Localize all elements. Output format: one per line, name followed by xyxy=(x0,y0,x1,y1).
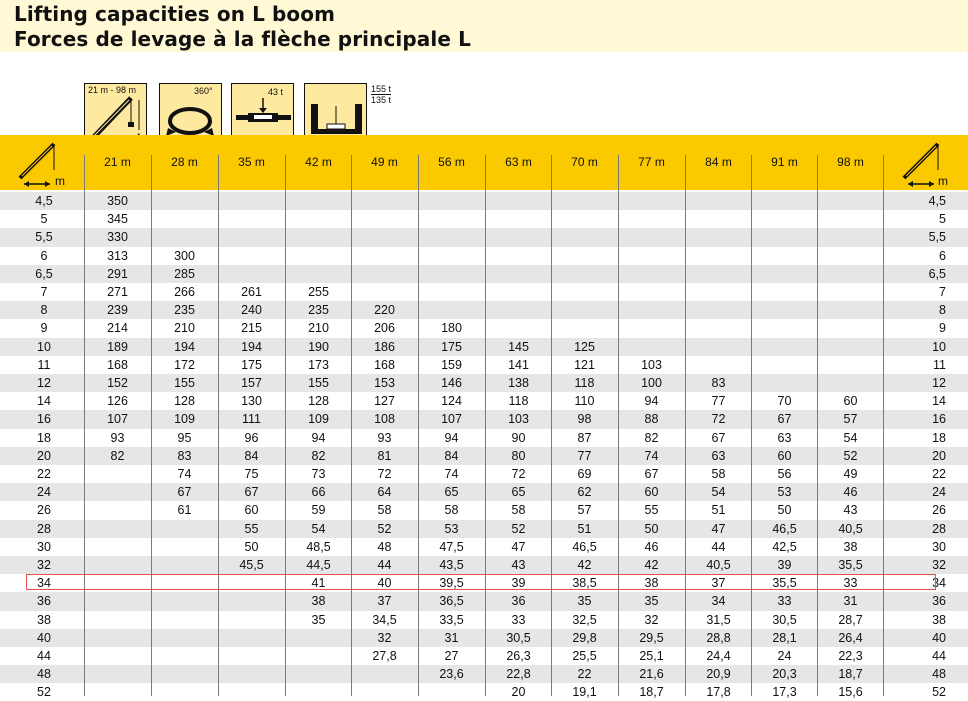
capacity-cell: 40,5 xyxy=(706,558,731,572)
capacity-cell: 291 xyxy=(107,266,128,281)
capacity-cell: 63 xyxy=(711,448,726,463)
capacity-cell: 235 xyxy=(308,303,329,318)
column-header: 98 m xyxy=(837,155,864,169)
capacity-cell: 67 xyxy=(244,485,259,500)
capacity-cell: 33,5 xyxy=(439,612,464,627)
capacity-cell: 313 xyxy=(107,248,128,263)
radius-label-left: 52 xyxy=(37,685,51,700)
radius-label-right: 5 xyxy=(939,212,946,227)
capacity-cell: 32 xyxy=(644,612,659,627)
capacity-cell: 72 xyxy=(511,467,526,481)
capacity-cell: 261 xyxy=(241,285,262,299)
capacity-cell: 155 xyxy=(308,376,329,390)
capacity-cell: 235 xyxy=(174,303,195,318)
title-french: Forces de levage à la flèche principale L xyxy=(14,27,471,51)
capacity-cell: 53 xyxy=(777,485,792,500)
capacity-cell: 145 xyxy=(508,339,529,354)
radius-label-left: 36 xyxy=(37,594,51,609)
capacity-cell: 27 xyxy=(444,649,459,663)
capacity-cell: 52 xyxy=(843,448,858,463)
radius-label-right: 30 xyxy=(932,539,946,554)
capacity-cell: 58 xyxy=(711,467,726,481)
capacity-cell: 29,5 xyxy=(639,630,664,645)
radius-label-left: 38 xyxy=(37,612,51,627)
capacity-cell: 52 xyxy=(377,521,392,536)
capacity-cell: 37 xyxy=(377,594,392,609)
capacity-cell: 35,5 xyxy=(838,558,863,572)
capacity-cell: 138 xyxy=(508,376,529,390)
slew-angle-label: 360° xyxy=(194,86,213,96)
radius-label-right: 44 xyxy=(932,649,946,663)
capacity-cell: 50 xyxy=(244,539,259,554)
capacity-cell: 81 xyxy=(377,448,392,463)
radius-label-right: 8 xyxy=(939,303,946,318)
radius-label-left: 48 xyxy=(37,667,51,682)
radius-label-right: 7 xyxy=(939,285,946,299)
capacity-cell: 31 xyxy=(843,594,858,609)
radius-label-left: 40 xyxy=(37,630,51,645)
capacity-cell: 110 xyxy=(574,394,595,409)
radius-label-left: 24 xyxy=(37,485,51,500)
capacity-cell: 67 xyxy=(777,412,792,427)
capacity-cell: 77 xyxy=(577,448,592,463)
capacity-cell: 240 xyxy=(241,303,262,318)
capacity-cell: 33 xyxy=(843,576,858,591)
capacity-cell: 95 xyxy=(177,430,192,445)
radius-label-left: 12 xyxy=(37,376,51,390)
capacity-cell: 111 xyxy=(241,412,261,427)
capacity-cell: 44 xyxy=(377,558,392,572)
capacity-cell: 186 xyxy=(374,339,395,354)
capacity-cell: 82 xyxy=(311,448,326,463)
radius-label-left: 5 xyxy=(40,212,48,227)
radius-label-left: 34 xyxy=(37,576,51,591)
capacity-cell: 47 xyxy=(711,521,726,536)
radius-label-left: 4,5 xyxy=(35,194,53,208)
capacity-cell: 109 xyxy=(174,412,195,427)
capacity-cell: 27,8 xyxy=(372,649,397,663)
capacity-cell: 345 xyxy=(107,212,128,227)
capacity-cell: 42,5 xyxy=(772,539,797,554)
capacity-cell: 38 xyxy=(311,594,326,609)
capacity-cell: 28,8 xyxy=(706,630,731,645)
boom-range-label: 21 m - 98 m xyxy=(88,85,137,95)
capacity-cell: 173 xyxy=(308,357,329,372)
capacity-cell: 54 xyxy=(711,485,726,500)
capacity-cell: 33 xyxy=(777,594,792,609)
capacity-cell: 157 xyxy=(241,376,262,390)
radius-label-left: 20 xyxy=(37,448,51,463)
capacity-cell: 25,5 xyxy=(572,649,597,663)
capacity-cell: 88 xyxy=(644,412,659,427)
capacity-cell: 38 xyxy=(644,576,659,591)
capacity-cell: 189 xyxy=(107,339,128,354)
capacity-cell: 43 xyxy=(843,503,858,518)
radius-label-left: 32 xyxy=(37,558,51,572)
capacity-cell: 55 xyxy=(244,521,259,536)
capacity-cell: 155 xyxy=(174,376,195,390)
radius-label-right: 36 xyxy=(932,594,946,609)
radius-label-right: 12 xyxy=(932,376,946,390)
capacity-cell: 175 xyxy=(241,357,262,372)
capacity-cell: 255 xyxy=(308,285,329,299)
capacity-cell: 67 xyxy=(711,430,726,445)
capacity-cell: 127 xyxy=(374,394,395,409)
capacity-cell: 42 xyxy=(577,558,592,572)
capacity-cell: 271 xyxy=(107,285,128,299)
capacity-cell: 83 xyxy=(177,448,192,463)
capacity-cell: 74 xyxy=(177,467,192,481)
capacity-cell: 141 xyxy=(508,357,529,372)
capacity-cell: 34,5 xyxy=(372,612,397,627)
capacity-cell: 31 xyxy=(444,630,459,645)
capacity-cell: 30,5 xyxy=(506,630,531,645)
capacity-cell: 103 xyxy=(641,357,662,372)
capacity-cell: 84 xyxy=(244,448,259,463)
radius-label-right: 16 xyxy=(932,412,946,427)
capacity-cell: 175 xyxy=(441,339,462,354)
capacity-cell: 46 xyxy=(644,539,659,554)
capacity-cell: 82 xyxy=(110,448,125,463)
capacity-cell: 168 xyxy=(374,357,395,372)
capacity-cell: 20 xyxy=(511,685,526,700)
capacity-cell: 47 xyxy=(511,539,526,554)
capacity-cell: 46,5 xyxy=(772,521,797,536)
capacity-cell: 25,1 xyxy=(639,649,664,663)
capacity-cell: 26,4 xyxy=(838,630,863,645)
column-header: 21 m xyxy=(104,155,131,169)
radius-label-left: 9 xyxy=(40,321,48,336)
column-header: 35 m xyxy=(238,155,265,169)
capacity-cell: 46,5 xyxy=(572,539,597,554)
radius-label-left: 8 xyxy=(40,303,48,318)
capacity-cell: 22,8 xyxy=(506,667,531,682)
radius-label-left: 6,5 xyxy=(35,266,53,281)
capacity-cell: 44,5 xyxy=(306,558,331,572)
capacity-cell: 107 xyxy=(107,412,128,427)
capacity-cell: 51 xyxy=(577,521,592,536)
outrigger-load-ratio xyxy=(371,84,391,105)
capacity-cell: 44 xyxy=(711,539,726,554)
radius-label-left: 11 xyxy=(37,357,51,372)
capacity-cell: 54 xyxy=(311,521,326,536)
capacity-cell: 330 xyxy=(107,230,128,245)
capacity-cell: 48,5 xyxy=(306,539,331,554)
capacity-cell: 62 xyxy=(577,485,592,500)
title-english: Lifting capacities on L boom xyxy=(14,2,336,26)
capacity-cell: 28,1 xyxy=(772,630,797,645)
capacity-cell: 35 xyxy=(644,594,659,609)
radius-label-left: 16 xyxy=(37,412,51,427)
capacity-cell: 29,8 xyxy=(572,630,597,645)
capacity-cell: 49 xyxy=(843,467,858,481)
capacity-cell: 47,5 xyxy=(439,539,464,554)
capacity-cell: 83 xyxy=(711,376,726,390)
column-header: 28 m xyxy=(171,155,198,169)
capacity-cell: 50 xyxy=(777,503,792,518)
capacity-cell: 32 xyxy=(377,630,392,645)
capacity-cell: 28,7 xyxy=(838,612,863,627)
radius-label-right: 38 xyxy=(932,612,946,627)
capacity-cell: 39 xyxy=(511,576,526,591)
capacity-cell: 15,6 xyxy=(838,685,863,700)
capacity-cell: 285 xyxy=(174,266,195,281)
radius-label-right: 48 xyxy=(932,667,946,682)
radius-label-right: 10 xyxy=(932,339,946,354)
capacity-cell: 100 xyxy=(641,376,662,390)
radius-label-left: 22 xyxy=(37,467,51,481)
axis-unit-right: m xyxy=(938,174,948,188)
capacity-cell: 40 xyxy=(377,576,392,591)
capacity-cell: 22 xyxy=(577,667,592,682)
outrigger-load-top: 155 t xyxy=(371,84,392,94)
capacity-cell: 180 xyxy=(441,321,462,336)
capacity-cell: 107 xyxy=(441,412,462,427)
radius-label-right: 18 xyxy=(932,430,946,445)
radius-label-left: 28 xyxy=(37,521,51,536)
capacity-cell: 60 xyxy=(644,485,659,500)
capacity-cell: 35,5 xyxy=(772,576,797,591)
capacity-cell: 50 xyxy=(644,521,659,536)
capacity-cell: 75 xyxy=(244,467,259,481)
capacity-cell: 63 xyxy=(777,430,792,445)
capacity-cell: 38,5 xyxy=(572,576,597,591)
capacity-cell: 94 xyxy=(644,394,659,409)
capacity-cell: 74 xyxy=(644,448,659,463)
radius-label-left: 5,5 xyxy=(35,230,53,245)
capacity-cell: 84 xyxy=(444,448,459,463)
radius-label-right: 4,5 xyxy=(928,194,946,208)
capacity-cell: 20,3 xyxy=(772,667,797,682)
capacity-cell: 220 xyxy=(374,303,395,318)
capacity-cell: 61 xyxy=(177,503,192,518)
capacity-cell: 53 xyxy=(444,521,459,536)
radius-label-left: 18 xyxy=(37,430,51,445)
capacity-cell: 300 xyxy=(174,248,195,263)
capacity-cell: 128 xyxy=(308,394,329,409)
capacity-cell: 41 xyxy=(311,576,326,591)
capacity-cell: 54 xyxy=(843,430,858,445)
column-header: 42 m xyxy=(305,155,332,169)
column-header: 91 m xyxy=(771,155,798,169)
capacity-cell: 17,8 xyxy=(706,685,731,700)
axis-unit-left: m xyxy=(55,174,65,188)
capacity-cell: 43,5 xyxy=(439,558,464,572)
radius-label-left: 26 xyxy=(37,503,51,518)
capacity-cell: 103 xyxy=(508,412,529,427)
capacity-cell: 239 xyxy=(107,303,128,318)
radius-label-right: 28 xyxy=(932,521,946,536)
capacity-cell: 194 xyxy=(241,339,262,354)
capacity-cell: 43 xyxy=(511,558,526,572)
capacity-cell: 266 xyxy=(174,285,195,299)
radius-label-right: 24 xyxy=(932,485,946,500)
capacity-cell: 72 xyxy=(377,467,392,481)
capacity-cell: 58 xyxy=(377,503,392,518)
capacity-cell: 35 xyxy=(311,612,326,627)
capacity-cell: 153 xyxy=(374,376,395,390)
column-header: 56 m xyxy=(438,155,465,169)
capacity-cell: 90 xyxy=(511,430,526,445)
outrigger-load-bottom: 135 t xyxy=(371,95,392,105)
capacity-cell: 159 xyxy=(441,357,462,372)
radius-label-right: 20 xyxy=(932,448,946,463)
capacity-cell: 210 xyxy=(174,321,195,336)
capacity-cell: 93 xyxy=(377,430,392,445)
capacity-cell: 56 xyxy=(777,467,792,481)
capacity-cell: 48 xyxy=(377,539,392,554)
radius-label-left: 7 xyxy=(40,285,48,299)
capacity-cell: 42 xyxy=(644,558,659,572)
capacity-cell: 65 xyxy=(444,485,459,500)
capacity-cell: 82 xyxy=(644,430,659,445)
capacity-cell: 190 xyxy=(308,339,329,354)
capacity-cell: 17,3 xyxy=(772,685,797,700)
capacity-cell: 98 xyxy=(577,412,592,427)
radius-label-right: 6 xyxy=(939,248,946,263)
capacity-cell: 45,5 xyxy=(239,558,264,572)
capacity-cell: 69 xyxy=(577,467,592,481)
capacity-cell: 94 xyxy=(444,430,459,445)
capacity-cell: 39,5 xyxy=(439,576,464,591)
capacity-cell: 66 xyxy=(311,485,326,500)
capacity-cell: 126 xyxy=(107,394,128,409)
column-header: 49 m xyxy=(371,155,398,169)
capacity-cell: 37 xyxy=(711,576,726,591)
capacity-cell: 57 xyxy=(577,503,592,518)
capacity-cell: 46 xyxy=(843,485,858,500)
column-header: 84 m xyxy=(705,155,732,169)
capacity-cell: 24 xyxy=(777,649,792,663)
capacity-cell: 35 xyxy=(577,594,592,609)
capacity-cell: 39 xyxy=(777,558,792,572)
capacity-cell: 52 xyxy=(511,521,526,536)
capacity-cell: 67 xyxy=(177,485,192,500)
capacity-cell: 30,5 xyxy=(772,612,797,627)
capacity-cell: 168 xyxy=(107,357,128,372)
capacity-cell: 124 xyxy=(441,394,462,409)
capacity-cell: 24,4 xyxy=(706,649,731,663)
capacity-cell: 58 xyxy=(444,503,459,518)
capacity-cell: 58 xyxy=(511,503,526,518)
capacity-cell: 72 xyxy=(711,412,726,427)
radius-label-right: 11 xyxy=(933,357,946,372)
column-header: 63 m xyxy=(505,155,532,169)
capacity-cell: 74 xyxy=(444,467,459,481)
radius-label-left: 10 xyxy=(37,339,51,354)
radius-label-left: 6 xyxy=(40,248,48,263)
radius-label-right: 40 xyxy=(932,630,946,645)
capacity-cell: 215 xyxy=(241,321,262,336)
capacity-cell: 194 xyxy=(174,339,195,354)
radius-label-right: 32 xyxy=(932,558,946,572)
capacity-cell: 214 xyxy=(107,321,128,336)
radius-label-right: 26 xyxy=(932,503,946,518)
capacity-cell: 57 xyxy=(843,412,858,427)
capacity-cell: 80 xyxy=(511,448,526,463)
capacity-cell: 121 xyxy=(574,357,595,372)
radius-label-right: 6,5 xyxy=(928,266,946,281)
capacity-cell: 118 xyxy=(508,394,529,409)
capacity-cell: 18,7 xyxy=(838,667,863,682)
capacity-cell: 23,6 xyxy=(439,667,464,682)
capacity-cell: 73 xyxy=(311,467,326,481)
capacity-cell: 172 xyxy=(174,357,195,372)
capacity-cell: 34 xyxy=(711,594,726,609)
counterweight-value-label: 43 t xyxy=(268,87,284,97)
capacity-cell: 128 xyxy=(174,394,195,409)
capacity-cell: 18,7 xyxy=(639,685,664,700)
capacity-cell: 109 xyxy=(308,412,329,427)
capacity-cell: 87 xyxy=(577,430,592,445)
capacity-cell: 36 xyxy=(511,594,526,609)
capacity-cell: 96 xyxy=(244,430,259,445)
column-header: 70 m xyxy=(571,155,598,169)
capacity-cell: 118 xyxy=(574,376,595,390)
capacity-cell: 152 xyxy=(107,376,128,390)
radius-label-left: 30 xyxy=(37,539,51,554)
capacity-cell: 206 xyxy=(374,321,395,336)
capacity-cell: 40,5 xyxy=(838,521,863,536)
capacity-cell: 31,5 xyxy=(706,612,731,627)
capacity-cell: 26,3 xyxy=(506,649,531,663)
capacity-cell: 60 xyxy=(843,394,858,409)
capacity-cell: 22,3 xyxy=(838,649,863,663)
radius-label-right: 22 xyxy=(932,467,946,481)
capacity-cell: 93 xyxy=(110,430,125,445)
radius-label-right: 34 xyxy=(932,576,946,591)
radius-label-right: 52 xyxy=(932,685,946,700)
capacity-cell: 108 xyxy=(374,412,395,427)
radius-label-right: 9 xyxy=(939,321,946,336)
capacity-cell: 32,5 xyxy=(572,612,597,627)
radius-label-right: 14 xyxy=(932,394,946,409)
capacity-cell: 130 xyxy=(241,394,262,409)
capacity-cell: 65 xyxy=(511,485,526,500)
radius-label-left: 14 xyxy=(37,394,51,409)
highlight-row-34 xyxy=(26,574,936,590)
column-header: 77 m xyxy=(638,155,665,169)
capacity-cell: 60 xyxy=(244,503,259,518)
capacity-cell: 19,1 xyxy=(572,685,597,700)
capacity-cell: 36,5 xyxy=(439,594,464,609)
capacity-cell: 21,6 xyxy=(639,667,664,682)
capacity-cell: 210 xyxy=(308,321,329,336)
capacity-cell: 55 xyxy=(644,503,659,518)
capacity-cell: 77 xyxy=(711,394,726,409)
capacity-cell: 350 xyxy=(107,194,128,208)
capacity-cell: 51 xyxy=(711,503,726,518)
capacity-cell: 146 xyxy=(441,376,462,390)
capacity-cell: 125 xyxy=(574,339,595,354)
capacity-cell: 67 xyxy=(644,467,659,481)
capacity-cell: 20,9 xyxy=(706,667,731,682)
capacity-cell: 70 xyxy=(777,394,792,409)
capacity-cell: 38 xyxy=(843,539,858,554)
capacity-cell: 33 xyxy=(511,612,526,627)
capacity-cell: 94 xyxy=(311,430,326,445)
capacity-cell: 64 xyxy=(377,485,392,500)
radius-label-left: 44 xyxy=(37,649,51,663)
capacity-cell: 59 xyxy=(311,503,326,518)
capacity-cell: 60 xyxy=(777,448,792,463)
radius-label-right: 5,5 xyxy=(928,230,946,245)
